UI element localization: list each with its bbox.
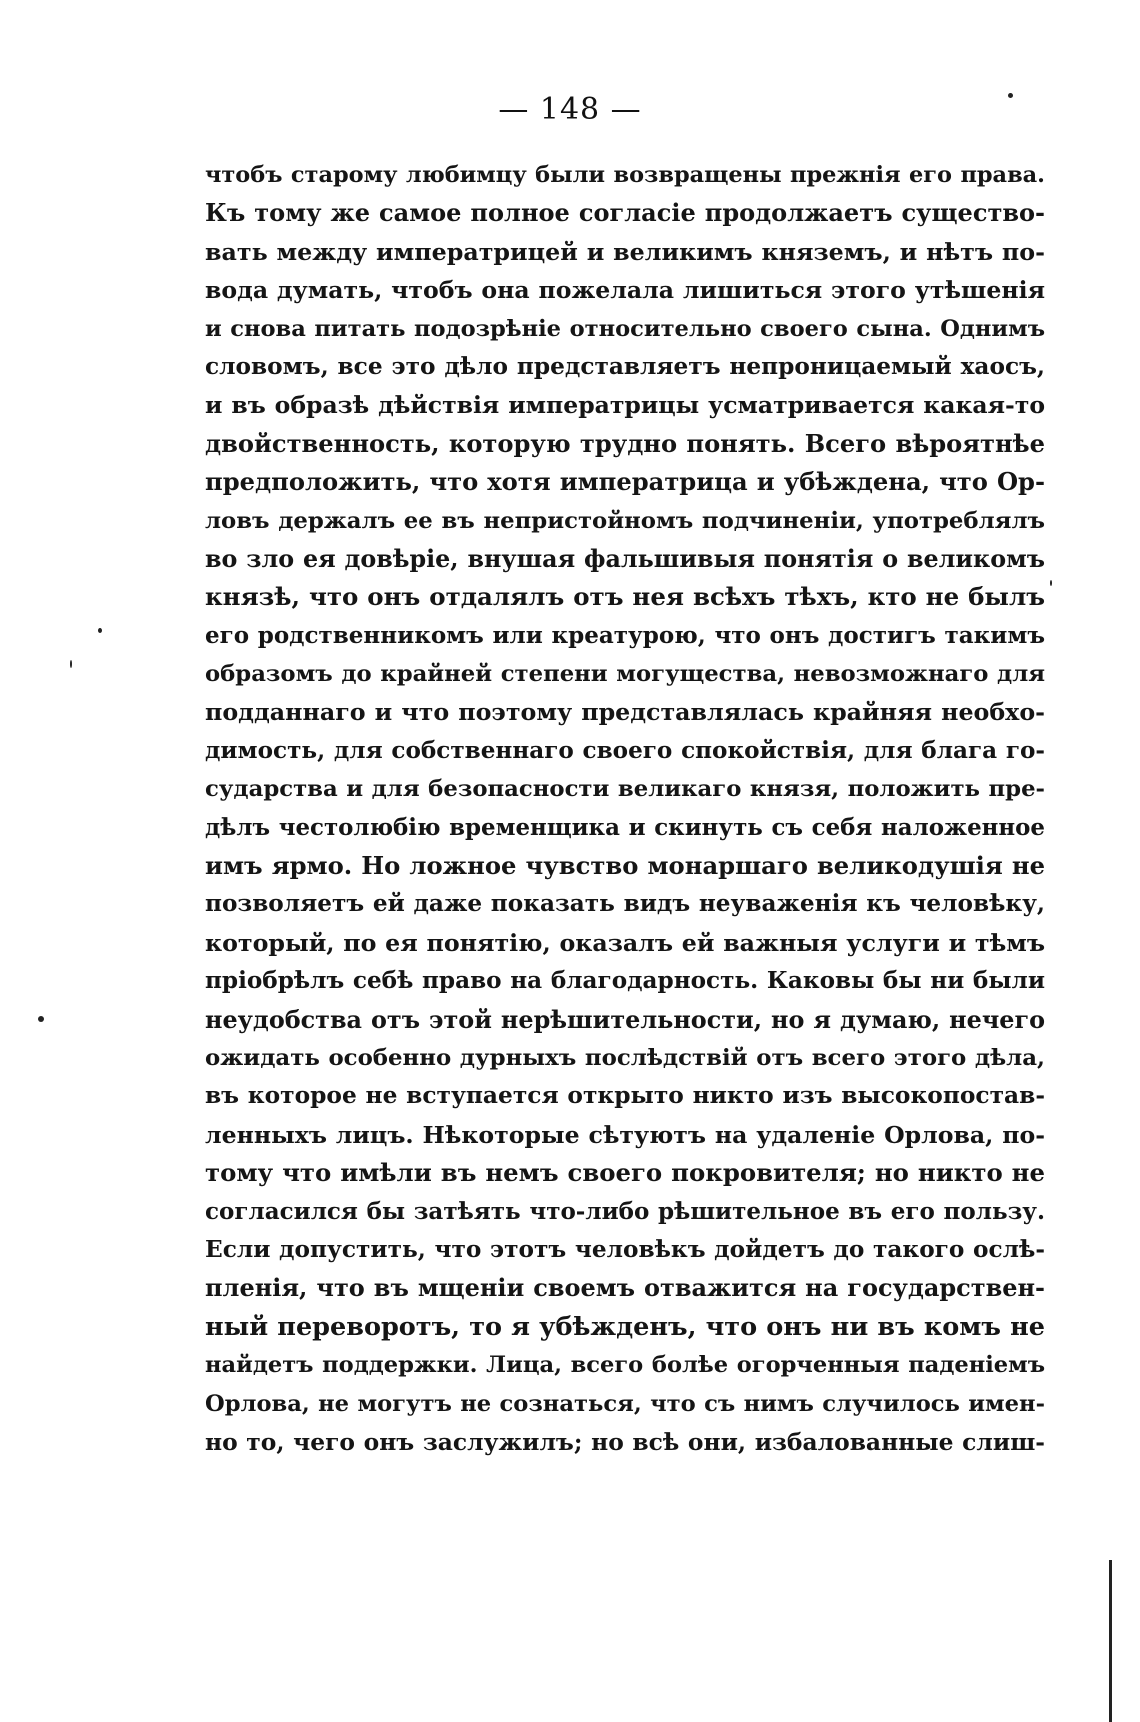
scan-speck bbox=[98, 628, 102, 633]
body-text bbox=[205, 156, 1045, 1461]
text-line: неудобства отъ этой нерѣшительности, но я думаю, нечего bbox=[205, 1005, 1045, 1034]
text-line: сударства и для безопасности великаго князя, положить пре- bbox=[205, 776, 1045, 803]
text-line: вода думать, чтобъ она пожелала лишиться этого утѣшенія bbox=[205, 276, 1045, 305]
text-line: подданнаго и что поэтому представлялась крайняя необхо- bbox=[205, 698, 1045, 727]
text-line: двойственность, которую трудно понять. Всего вѣроятнѣе bbox=[205, 428, 1045, 458]
text-line: дѣлъ честолюбію временщика и скинуть съ себя наложенное bbox=[205, 813, 1045, 841]
text-line: предположить, что хотя императрица и убѣждена, что Ор- bbox=[205, 467, 1045, 497]
text-line: но то, чего онъ заслужилъ; но всѣ они, избалованные слиш- bbox=[205, 1427, 1045, 1456]
text-line: найдетъ поддержки. Лица, всего болѣе огорченныя паденіемъ bbox=[205, 1352, 1045, 1379]
scan-speck bbox=[1008, 93, 1013, 98]
text-line: ловъ держалъ ее въ непристойномъ подчиненіи, употреблялъ bbox=[205, 507, 1045, 534]
text-line: словомъ, все это дѣло представляетъ непроницаемый хаосъ, bbox=[205, 352, 1045, 380]
text-line: князѣ, что онъ отдалялъ отъ нея всѣхъ тѣхъ, кто не былъ bbox=[205, 582, 1045, 612]
text-line: во зло ея довѣріе, внушая фальшивыя понятія о великомъ bbox=[205, 544, 1045, 573]
page-number: — 148 — bbox=[498, 92, 642, 127]
text-line: чтобъ старому любимцу были возвращены прежнія его права. bbox=[205, 162, 1045, 188]
text-line: ожидать особенно дурныхъ послѣдствій отъ всего этого дѣла, bbox=[205, 1044, 1045, 1071]
text-line: пріобрѣлъ себѣ право на благодарность. Каковы бы ни были bbox=[205, 967, 1045, 995]
text-line: и снова питать подозрѣніе относительно своего сына. Однимъ bbox=[205, 315, 1045, 342]
scan-speck bbox=[38, 1016, 44, 1022]
text-line: Орлова, не могутъ не сознаться, что съ нимъ случилось имен- bbox=[205, 1390, 1045, 1417]
scan-speck bbox=[1050, 580, 1052, 586]
text-line: согласился бы затѣять что-либо рѣшительное въ его пользу. bbox=[205, 1197, 1045, 1225]
scan-edge-rule bbox=[1109, 1560, 1112, 1722]
text-line: вать между императрицей и великимъ княземъ, и нѣтъ по- bbox=[205, 237, 1045, 266]
text-line: ный переворотъ, то я убѣжденъ, что онъ ни въ комъ не bbox=[205, 1311, 1045, 1342]
text-line: Къ тому же самое полное согласіе продолжаетъ существо- bbox=[205, 198, 1045, 228]
text-line: ленныхъ лицъ. Нѣкоторые сѣтуютъ на удаленіе Орлова, по- bbox=[205, 1120, 1045, 1149]
text-line: его родственникомъ или креатурою, что онъ достигъ такимъ bbox=[205, 621, 1045, 649]
text-line: позволяетъ ей даже показать видъ неуваженія къ человѣку, bbox=[205, 890, 1045, 918]
scan-speck bbox=[70, 660, 72, 668]
text-line: и въ образѣ дѣйствія императрицы усматривается какая-то bbox=[205, 391, 1045, 420]
text-line: имъ ярмо. Но ложное чувство монаршаго великодушія не bbox=[205, 851, 1045, 881]
text-line: образомъ до крайней степени могущества, невозможнаго для bbox=[205, 661, 1045, 688]
text-line: димость, для собственнаго своего спокойствія, для блага го- bbox=[205, 736, 1045, 764]
text-line: тому что имѣли въ немъ своего покровителя; но никто не bbox=[205, 1158, 1045, 1188]
text-line: который, по ея понятію, оказалъ ей важныя услуги и тѣмъ bbox=[205, 928, 1045, 957]
text-line: Если допустить, что этотъ человѣкъ дойдетъ до такого ослѣ- bbox=[205, 1235, 1045, 1263]
text-line: пленія, что въ мщеніи своемъ отважится на государствен- bbox=[205, 1273, 1045, 1303]
text-line: въ которое не вступается открыто никто изъ высокопостав- bbox=[205, 1082, 1045, 1110]
